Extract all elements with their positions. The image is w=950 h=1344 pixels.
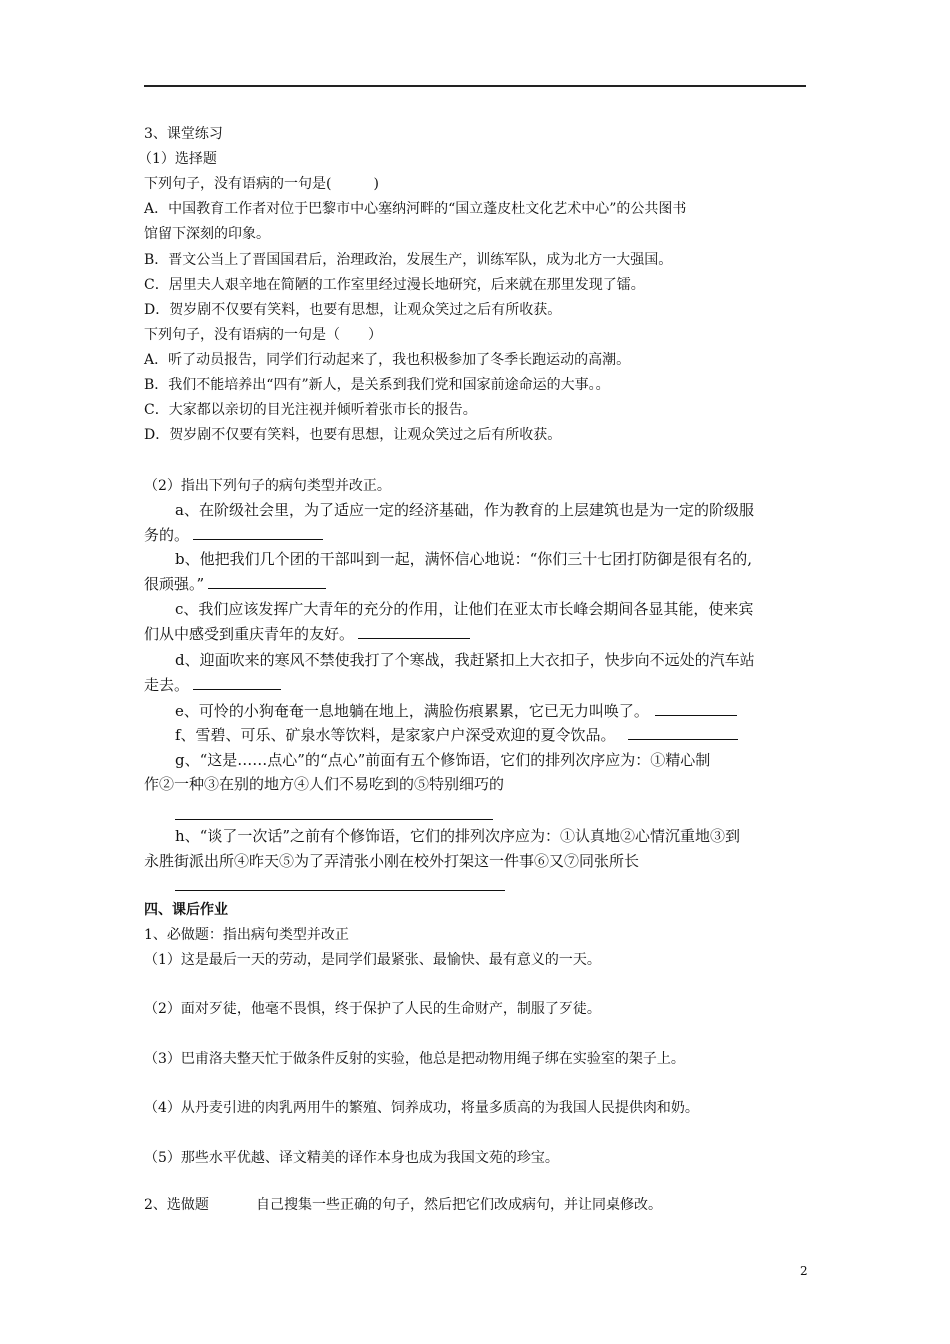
exercise-item-text: 走去。 xyxy=(144,676,190,694)
exercise-item-f xyxy=(175,724,738,745)
answer-blank[interactable] xyxy=(358,623,470,639)
exercise-item-g: g、“这是……点心”的“点心”前面有五个修饰语，它们的排列次序应为：①精心制 xyxy=(175,751,711,769)
option-b: B．晋文公当上了晋国国君后，治理政治，发展生产，训练军队，成为北方一大强国。 xyxy=(144,252,673,268)
exercise-item-b: b、他把我们几个团的干部叫到一起，满怀信心地说：“你们三十七团打防御是很有名的, xyxy=(175,550,753,568)
section-heading: 3、课堂练习 xyxy=(144,126,223,142)
exercise-item-a-cont xyxy=(144,524,323,545)
exercise-item-g-cont: 作②一种③在别的地方④人们不易吃到的⑤特别细巧的 xyxy=(144,775,505,793)
answer-blank[interactable] xyxy=(655,700,737,716)
exercise-item-e xyxy=(175,700,737,721)
homework-sentence-3: （3）巴甫洛夫整天忙于做条件反射的实验，他总是把动物用绳子绑在实验室的架子上。 xyxy=(144,1051,685,1067)
answer-blank[interactable] xyxy=(208,573,326,589)
answer-line[interactable] xyxy=(175,890,505,891)
header-rule xyxy=(144,85,806,87)
exercise-item-text: f、雪碧、可乐、矿泉水等饮料，是家家户户深受欢迎的夏令饮品。 xyxy=(175,726,616,744)
exercise-item-text: e、可怜的小狗奄奄一息地躺在地上，满脸伤痕累累，它已无力叫唤了。 xyxy=(175,702,649,720)
optional-task-text: 自己搜集一些正确的句子，然后把它们改成病句，并让同桌修改。 xyxy=(256,1197,662,1213)
question-stem: 下列句子，没有语病的一句是（ ） xyxy=(144,327,382,343)
exercise-item-a: a、在阶级社会里，为了适应一定的经济基础，作为教育的上层建筑也是为一定的阶级服 xyxy=(175,501,754,519)
question-stem: 下列句子，没有语病的一句是( ) xyxy=(144,176,379,192)
exercise-item-d-cont xyxy=(144,674,281,695)
exercise-item-h: h、“谈了一次话”之前有个修饰语，它们的排列次序应为：①认真地②心情沉重地③到 xyxy=(175,827,741,845)
section-heading: 四、课后作业 xyxy=(144,902,228,918)
subsection-label: （1）选择题 xyxy=(138,151,217,167)
exercise-item-b-cont xyxy=(144,573,326,594)
option-a: A．中国教育工作者对位于巴黎市中心塞纳河畔的“国立蓬皮杜文化艺术中心”的公共图书 xyxy=(144,201,687,217)
option-b: B．我们不能培养出“四有”新人，是关系到我们党和国家前途命运的大事。。 xyxy=(144,377,610,393)
answer-blank[interactable] xyxy=(193,524,323,540)
answer-blank[interactable] xyxy=(193,674,281,690)
exercise-item-text: 务的。 xyxy=(144,526,190,544)
answer-blank[interactable] xyxy=(628,724,738,740)
homework-sentence-1: （1）这是最后一天的劳动，是同学们最紧张、最愉快、最有意义的一天。 xyxy=(144,952,601,968)
exercise-item-text: 们从中感受到重庆青年的友好。 xyxy=(144,625,355,643)
exercise-item-h-cont: 永胜街派出所④昨天⑤为了弄清张小刚在校外打架这一件事⑥又⑦同张所长 xyxy=(144,852,640,870)
answer-line[interactable] xyxy=(175,819,493,820)
option-c: C．居里夫人艰辛地在简陋的工作室里经过漫长地研究，后来就在那里发现了镭。 xyxy=(144,277,645,293)
required-task-label: 1、必做题：指出病句类型并改正 xyxy=(144,927,349,943)
option-a: A．听了动员报告，同学们行动起来了，我也积极参加了冬季长跑运动的高潮。 xyxy=(144,352,631,368)
exercise-item-c-cont xyxy=(144,623,470,644)
page-number: 2 xyxy=(800,1264,808,1278)
option-a-cont: 馆留下深刻的印象。 xyxy=(144,226,270,242)
exercise-item-c: c、我们应该发挥广大青年的充分的作用，让他们在亚太市长峰会期间各显其能，使来宾 xyxy=(175,600,754,618)
exercise-item-text: 很顽强。” xyxy=(144,575,205,593)
option-d: D．贺岁剧不仅要有笑料，也要有思想，让观众笑过之后有所收获。 xyxy=(144,427,562,443)
homework-sentence-5: （5）那些水平优越、译文精美的译作本身也成为我国文苑的珍宝。 xyxy=(144,1150,559,1166)
option-d: D．贺岁剧不仅要有笑料，也要有思想，让观众笑过之后有所收获。 xyxy=(144,302,562,318)
exercise-item-d: d、迎面吹来的寒风不禁使我打了个寒战，我赶紧扣上大衣扣子，快步向不远处的汽车站 xyxy=(175,651,755,669)
homework-sentence-2: （2）面对歹徒，他毫不畏惧，终于保护了人民的生命财产，制服了歹徒。 xyxy=(144,1001,601,1017)
option-c: C．大家都以亲切的目光注视并倾听着张市长的报告。 xyxy=(144,402,477,418)
optional-task-label: 2、选做题 xyxy=(144,1197,209,1213)
subsection-label: （2）指出下列句子的病句类型并改正。 xyxy=(144,478,391,494)
homework-sentence-4: （4）从丹麦引进的肉乳两用牛的繁殖、饲养成功，将量多质高的为我国人民提供肉和奶。 xyxy=(144,1100,699,1116)
